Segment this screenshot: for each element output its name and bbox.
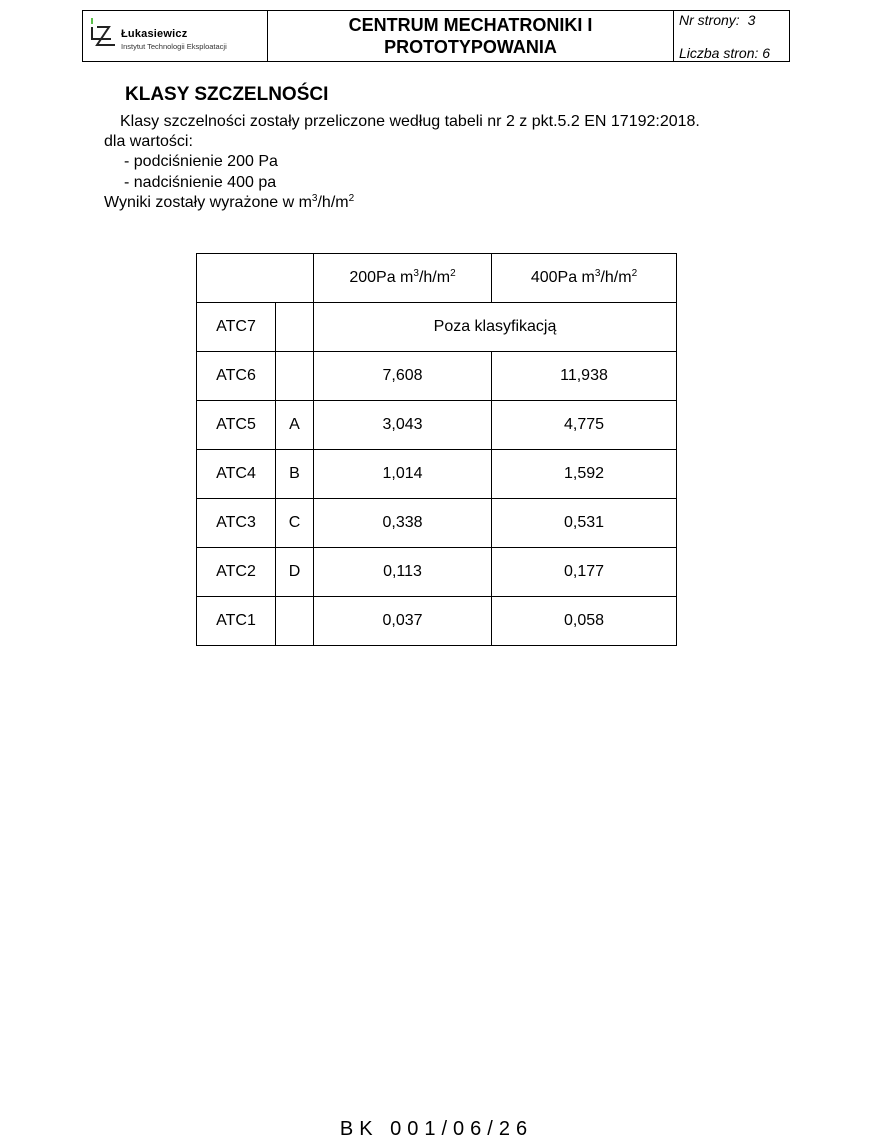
table-row: [197, 401, 677, 450]
document-code: BK 001/06/26: [339, 1118, 534, 1140]
letter-cell: A: [276, 401, 314, 450]
table-row: [197, 450, 677, 499]
class-cell: ATC2: [197, 548, 276, 597]
bullet-underpressure: - podciśnienie 200 Pa: [124, 153, 278, 170]
logo-subtitle: Instytut Technologii Eksploatacji: [121, 42, 227, 51]
page-count-label: Liczba stron:: [679, 45, 759, 61]
intro-line: Klasy szczelności zostały przeliczone według tabeli nr 2 z pkt.5.2 EN 17192:2018.: [120, 113, 700, 130]
value-200-cell: 0,338: [314, 499, 492, 548]
header-400pa: [492, 254, 677, 303]
value-200-cell: 3,043: [314, 401, 492, 450]
header-200pa-exp1: 3: [413, 268, 419, 279]
value-400-cell: 0,058: [492, 597, 677, 646]
value-200-cell: 0,037: [314, 597, 492, 646]
value-200-cell: 1,014: [314, 450, 492, 499]
table-row: [197, 597, 677, 646]
value-400-cell: 1,592: [492, 450, 677, 499]
header-200pa-exp2: 2: [450, 268, 456, 279]
class-cell: ATC5: [197, 401, 276, 450]
class-cell: ATC4: [197, 450, 276, 499]
value-400-cell: 4,775: [492, 401, 677, 450]
page-number-label: Nr strony:: [679, 12, 740, 28]
header-200pa-mid: /h/m: [418, 269, 451, 286]
units-mid: /h/m: [317, 194, 349, 211]
units-exp2: 2: [348, 193, 355, 204]
value-400-cell: 0,177: [492, 548, 677, 597]
table-row: [197, 548, 677, 597]
table-row: [197, 303, 677, 352]
logo-name: Łukasiewicz: [121, 28, 188, 40]
class-cell: ATC3: [197, 499, 276, 548]
section-title: KLASY SZCZELNOŚCI: [125, 84, 329, 105]
header-200pa: [314, 254, 492, 303]
value-200-cell: 0,113: [314, 548, 492, 597]
value-400-cell: 0,531: [492, 499, 677, 548]
page-header: [82, 10, 790, 62]
header-empty-cell: [197, 254, 314, 303]
table-row: [197, 499, 677, 548]
page-info: [674, 11, 789, 61]
header-title-line2: PROTOTYPOWANIA: [384, 37, 557, 57]
table-header-row: [197, 254, 677, 303]
value-200-cell: 7,608: [314, 352, 492, 401]
header-400pa-exp2: 2: [631, 268, 638, 279]
letter-cell: D: [276, 548, 314, 597]
letter-cell: [276, 352, 314, 401]
page-count: 6: [762, 45, 771, 61]
units-exp1: 3: [311, 193, 318, 204]
header-400pa-exp1: 3: [594, 268, 601, 279]
logo-cell: [83, 11, 268, 61]
header-200pa-text: 200Pa m: [349, 269, 414, 286]
header-400pa-text: 400Pa m: [530, 269, 595, 286]
value-400-cell: 11,938: [492, 352, 677, 401]
header-400pa-mid: /h/m: [600, 269, 632, 286]
letter-cell: C: [276, 499, 314, 548]
page-number: 3: [747, 12, 756, 28]
page-count-row: [679, 45, 770, 61]
page-number-row: [679, 12, 755, 28]
values-intro: dla wartości:: [104, 133, 193, 150]
header-title-line1: CENTRUM MECHATRONIKI I: [348, 15, 593, 35]
letter-cell: [276, 303, 314, 352]
header-title: [268, 11, 674, 61]
unclassified-cell: Poza klasyfikacją: [314, 303, 677, 352]
class-cell: ATC7: [197, 303, 276, 352]
lukasiewicz-logo-icon: [89, 17, 117, 47]
units-line: [104, 194, 354, 212]
bullet-overpressure: - nadciśnienie 400 pa: [124, 174, 277, 191]
units-line-text: Wyniki zostały wyrażone w m: [104, 194, 312, 211]
class-cell: ATC1: [197, 597, 276, 646]
table-row: [197, 352, 677, 401]
letter-cell: B: [276, 450, 314, 499]
class-cell: ATC6: [197, 352, 276, 401]
letter-cell: [276, 597, 314, 646]
classes-table: [196, 253, 677, 646]
